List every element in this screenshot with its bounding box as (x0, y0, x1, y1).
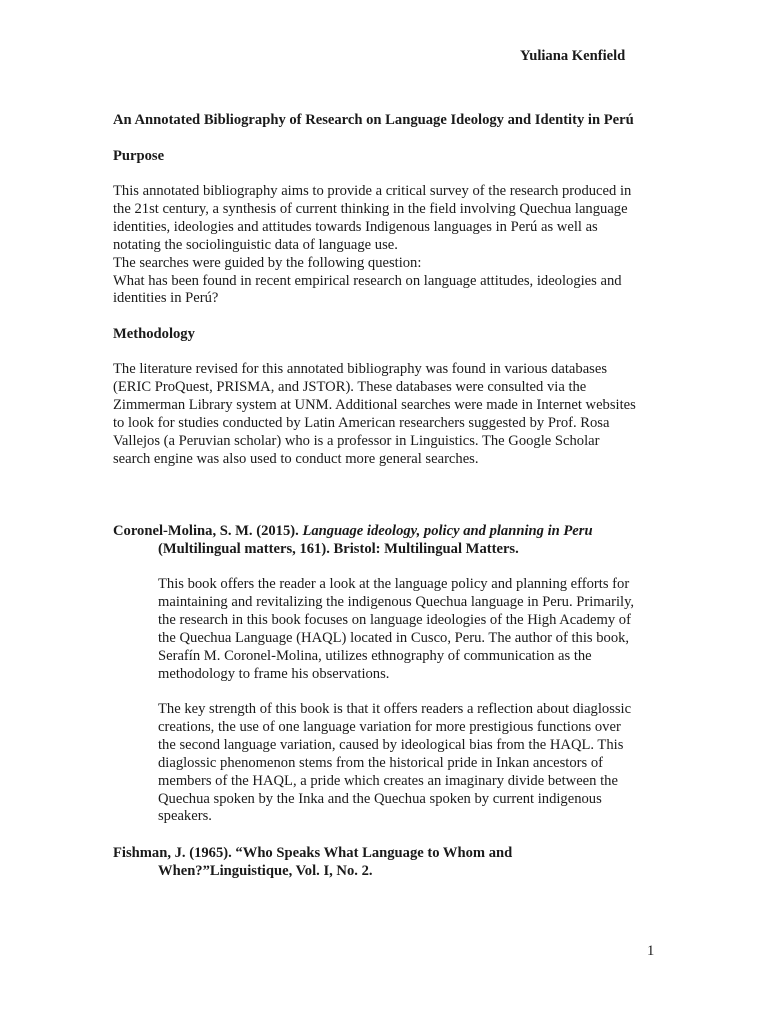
methodology-line: (ERIC ProQuest, PRISMA, and JSTOR). These databases were consulted via the (113, 378, 587, 395)
purpose-line: This annotated bibliography aims to provide a critical survey of the research produced in (113, 183, 632, 199)
summary-line: maintaining and revitalizing the indigenous Quechua language in Peru. Primarily, (158, 593, 635, 610)
reference-citation-continued: When?”Linguistique, Vol. I, No. 2. (158, 863, 373, 879)
evaluation-line: members of the HAQL, a pride which creates an imaginary divide between the (158, 772, 618, 789)
purpose-line: identities, ideologies and attitudes towards Indigenous languages in Perú as well as (113, 218, 598, 235)
evaluation-line: creations, the use of one language variation for more prestigious functions over (158, 718, 621, 735)
reference-summary-paragraph (158, 576, 634, 683)
methodology-line: The literature revised for this annotated bibliography was found in various databases (113, 361, 608, 377)
reference-citation-continued: (Multilingual matters, 161). Bristol: Multilingual Matters. (158, 541, 519, 557)
reference-evaluation-paragraph (158, 701, 631, 826)
methodology-paragraph (113, 361, 636, 468)
purpose-line: The searches were guided by the following question: (113, 254, 422, 271)
summary-line: methodology to frame his observations. (158, 665, 390, 682)
document-title: An Annotated Bibliography of Research on Language Ideology and Identity in Perú (113, 112, 634, 128)
purpose-paragraph (113, 183, 631, 308)
summary-line: This book offers the reader a look at the language policy and planning efforts for (158, 576, 630, 592)
evaluation-line: Quechua spoken by the Inka and the Quechua spoken by current indigenous (158, 790, 602, 807)
purpose-line: What has been found in recent empirical research on language attitudes, ideologies and (113, 272, 622, 289)
summary-line: Serafín M. Coronel-Molina, utilizes ethnography of communication as the (158, 647, 592, 664)
purpose-line: notating the sociolinguistic data of language use. (113, 236, 398, 253)
reference-title: Language ideology, policy and planning in Peru (302, 523, 593, 539)
author-name: Yuliana Kenfield (520, 48, 626, 64)
purpose-line: identities in Perú? (113, 290, 219, 307)
methodology-line: to look for studies conducted by Latin American researchers suggested by Prof. Rosa (113, 414, 610, 431)
purpose-line: the 21st century, a synthesis of current thinking in the field involving Quechua language (113, 200, 628, 217)
purpose-heading: Purpose (113, 148, 165, 164)
reference-citation (113, 523, 593, 541)
methodology-line: Vallejos (a Peruvian scholar) who is a professor in Linguistics. The Google Scholar (113, 432, 600, 449)
methodology-heading: Methodology (113, 326, 195, 342)
evaluation-line: diaglossic phenomenon stems from the historical pride in Inkan ancestors of (158, 754, 604, 771)
methodology-line: search engine was also used to conduct more general searches. (113, 450, 479, 467)
evaluation-line: the second language variation, caused by ideological bias from the HAQL. This (158, 736, 624, 753)
reference-citation: Fishman, J. (1965). “Who Speaks What Language to Whom and (113, 845, 513, 861)
page-number: 1 (647, 943, 655, 959)
summary-line: the research in this book focuses on language ideologies of the High Academy of (158, 611, 631, 628)
evaluation-line: speakers. (158, 808, 212, 825)
summary-line: the Quechua Language (HAQL) located in Cusco, Peru. The author of this book, (158, 629, 630, 646)
reference-author: Coronel-Molina, S. M. (2015). (113, 523, 303, 539)
methodology-line: Zimmerman Library system at UNM. Additional searches were made in Internet websites (113, 396, 636, 413)
evaluation-line: The key strength of this book is that it offers readers a reflection about diaglossic (158, 701, 632, 717)
